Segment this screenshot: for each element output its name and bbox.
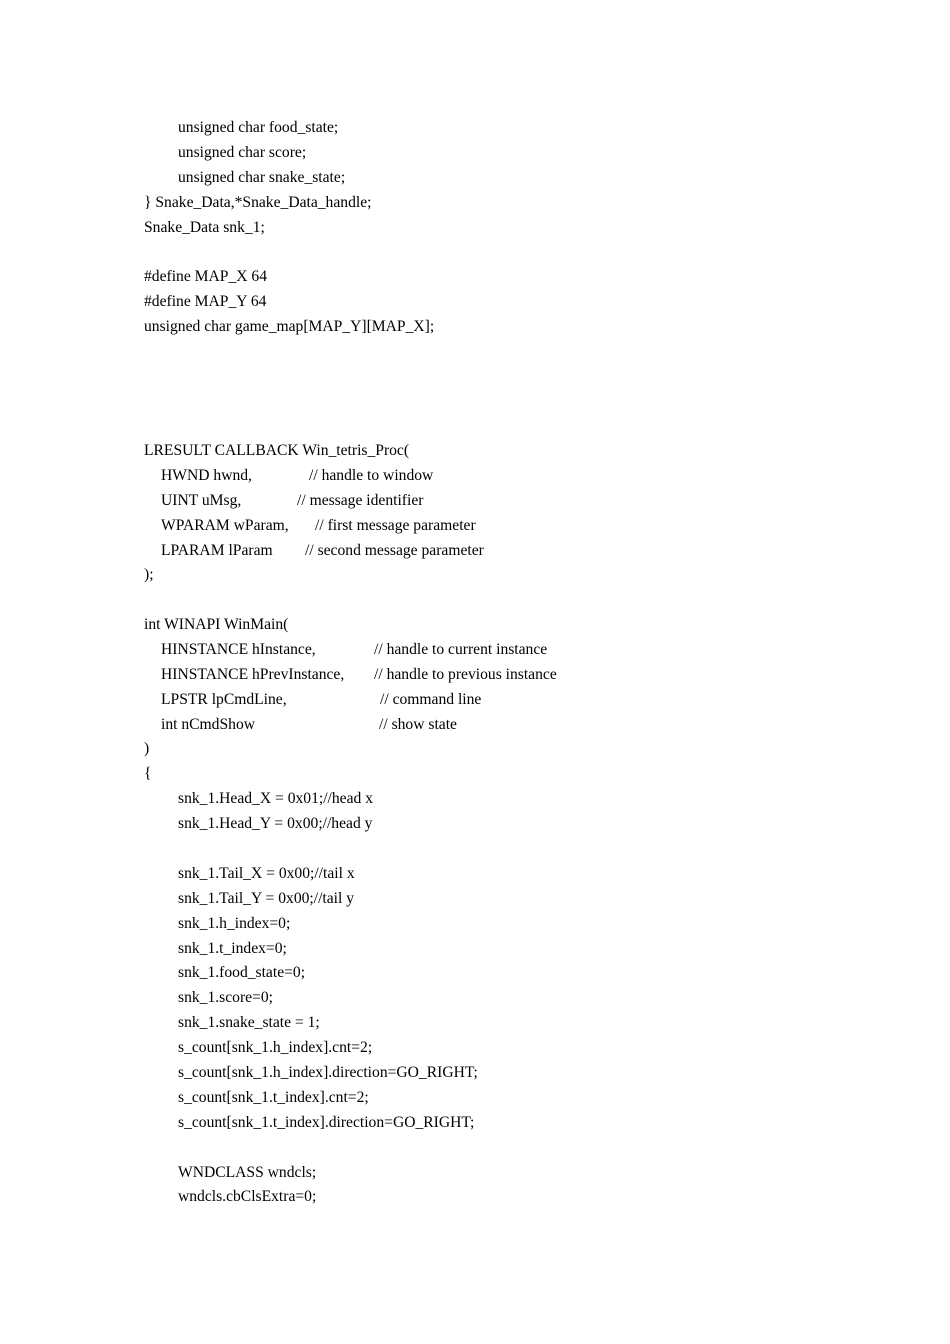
code-line: WNDCLASS wndcls;	[178, 1163, 317, 1181]
param-comment: // handle to previous instance	[374, 665, 557, 683]
param-comment: // handle to window	[309, 466, 434, 484]
param-comment: // show state	[379, 715, 457, 733]
param-line	[144, 688, 904, 713]
code-line: snk_1.Tail_Y = 0x00;//tail y	[178, 889, 355, 907]
code-line: snk_1.Head_X = 0x01;//head x	[178, 790, 374, 808]
blank-line	[144, 1136, 904, 1161]
param-decl: HWND hwnd,	[161, 466, 252, 484]
function-body	[144, 787, 904, 1210]
param-decl: HINSTANCE hInstance,	[161, 640, 316, 658]
code-line: snk_1.h_index=0;	[178, 914, 291, 932]
code-line: s_count[snk_1.h_index].direction=GO_RIGHT;	[178, 1064, 478, 1082]
code-line: );	[144, 566, 154, 584]
param-decl: int nCmdShow	[161, 715, 256, 733]
param-line	[144, 713, 904, 738]
param-line	[144, 663, 904, 688]
code-line: LRESULT CALLBACK Win_tetris_Proc(	[144, 442, 410, 459]
struct-block	[144, 116, 904, 340]
param-decl: WPARAM wParam,	[161, 516, 289, 534]
code-line: {	[144, 765, 152, 783]
proc-declaration	[144, 439, 904, 588]
code-line: s_count[snk_1.h_index].cnt=2;	[178, 1039, 373, 1057]
code-line: snk_1.Tail_X = 0x00;//tail x	[178, 864, 355, 882]
code-line: unsigned char food_state;	[178, 119, 339, 136]
param-line	[144, 638, 904, 663]
code-line: s_count[snk_1.t_index].cnt=2;	[178, 1088, 369, 1106]
code-line: )	[144, 740, 150, 758]
code-line: #define MAP_Y 64	[144, 293, 267, 311]
code-line: Snake_Data snk_1;	[144, 218, 265, 236]
winmain-function	[144, 613, 904, 1210]
code-line: snk_1.snake_state = 1;	[178, 1014, 320, 1032]
param-comment: // second message parameter	[305, 541, 484, 559]
param-line	[144, 539, 904, 564]
blank-line	[144, 240, 904, 265]
code-line: wndcls.cbClsExtra=0;	[178, 1188, 317, 1206]
param-line	[144, 514, 904, 539]
code-line: snk_1.Head_Y = 0x00;//head y	[178, 815, 373, 833]
code-line: s_count[snk_1.t_index].direction=GO_RIGHT;	[178, 1113, 475, 1131]
code-line: unsigned char score;	[178, 143, 307, 161]
code-line: snk_1.score=0;	[178, 989, 273, 1007]
code-line: int WINAPI WinMain(	[144, 616, 289, 633]
param-comment: // command line	[380, 690, 482, 708]
param-decl: LPSTR lpCmdLine,	[161, 690, 287, 708]
param-decl: HINSTANCE hPrevInstance,	[161, 665, 345, 683]
code-line: snk_1.food_state=0;	[178, 964, 306, 982]
param-line	[144, 489, 904, 514]
code-line: unsigned char game_map[MAP_Y][MAP_X];	[144, 318, 435, 336]
blank-line	[144, 837, 904, 862]
code-line: unsigned char snake_state;	[178, 168, 346, 186]
code-line: } Snake_Data,*Snake_Data_handle;	[144, 193, 372, 211]
param-decl: LPARAM lParam	[161, 541, 273, 559]
code-line: snk_1.t_index=0;	[178, 939, 287, 957]
param-comment: // handle to current instance	[374, 640, 548, 658]
param-comment: // first message parameter	[315, 516, 476, 534]
param-line	[144, 464, 904, 489]
param-comment: // message identifier	[297, 491, 424, 509]
param-decl: UINT uMsg,	[161, 491, 242, 509]
code-line: #define MAP_X 64	[144, 268, 268, 286]
